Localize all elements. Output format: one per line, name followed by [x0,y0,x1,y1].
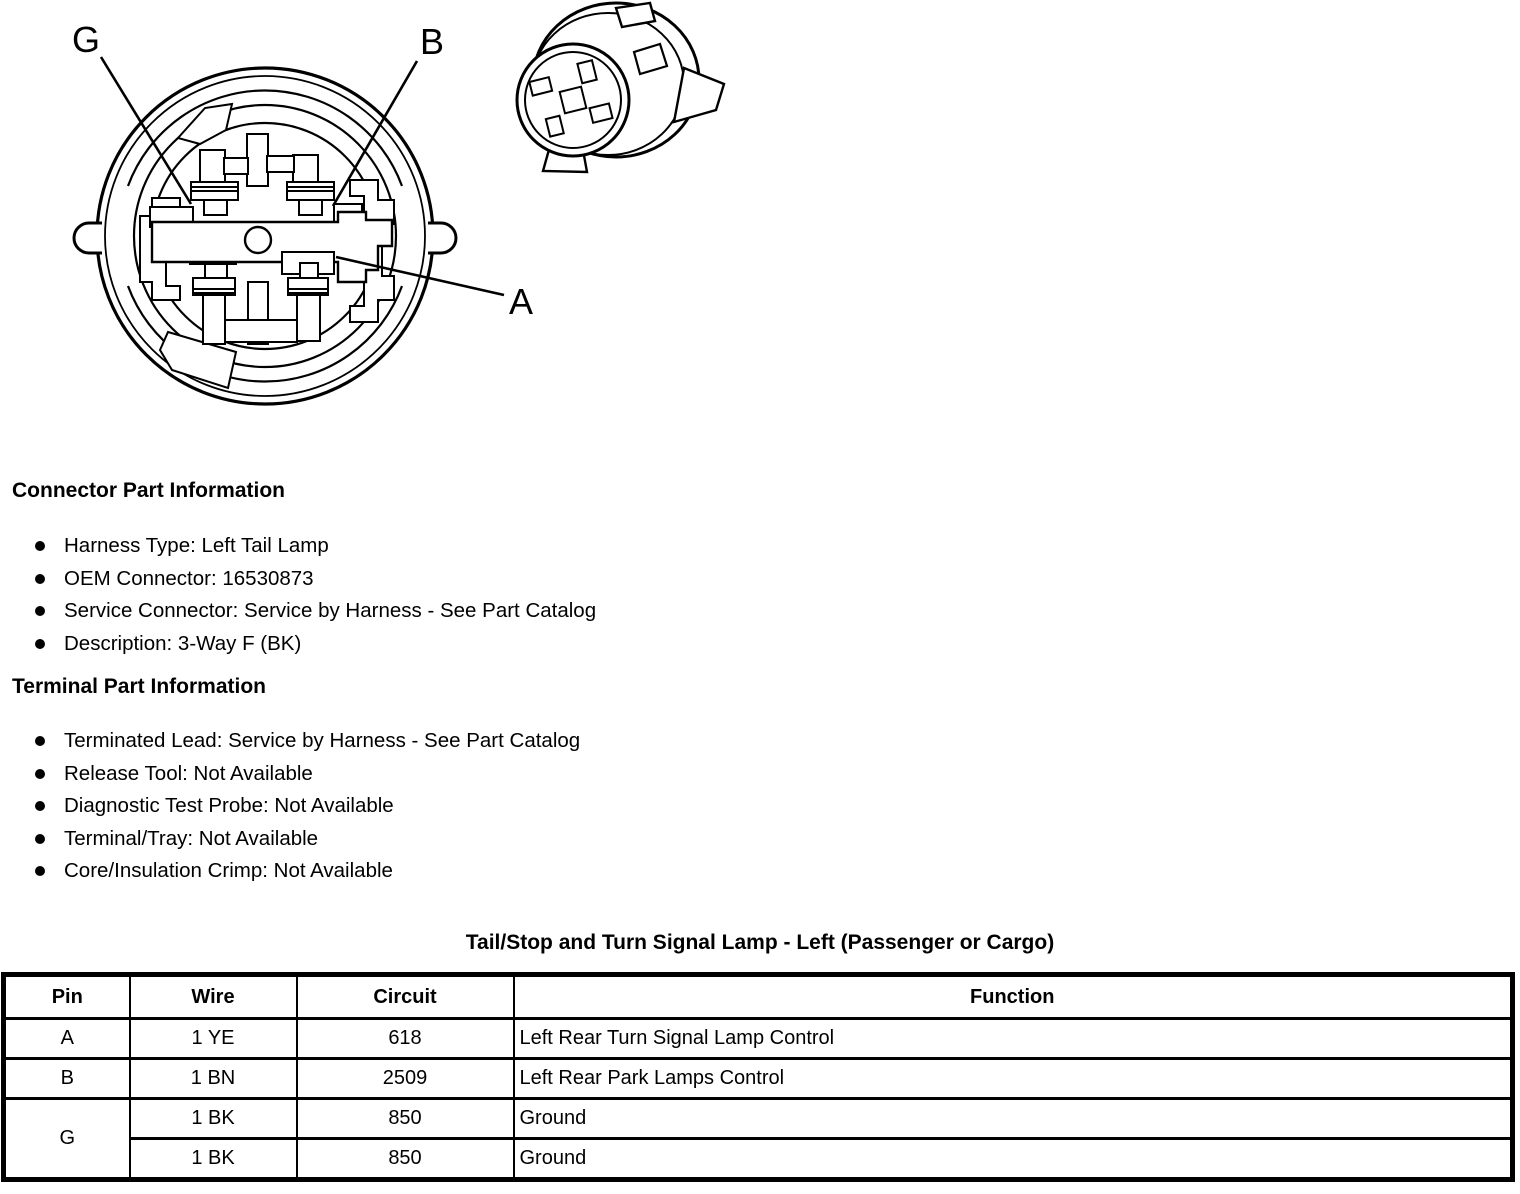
spec-item [0,535,596,557]
connector-part-information-title: Connector Part Information [12,479,286,502]
circuit-cell: 850 [297,1139,514,1180]
terminal-b [287,182,334,215]
terminal-a [282,252,334,295]
function-cell: Ground [514,1139,1513,1180]
pin-cell: B [4,1059,130,1099]
terminal-part-information-title: Terminal Part Information [12,675,266,698]
wire-cell: 1 BN [130,1059,297,1099]
connector-3d-view [488,0,743,180]
bullet-icon [35,736,45,746]
spec-text: OEM Connector: 16530873 [64,566,314,590]
terminal-part-information-list [0,730,580,893]
circuit-cell: 2509 [297,1059,514,1099]
left-ear-tab [74,223,102,253]
pin-label-b: B [420,21,445,62]
bullet-icon [35,541,45,551]
function-cell: Left Rear Park Lamps Control [514,1059,1513,1099]
spec-text: Terminated Lead: Service by Harness - See Part Catalog [64,729,581,752]
pin-label-g: G [72,19,101,60]
spec-text: Core/Insulation Crimp: Not Available [64,859,393,882]
wire-header: Wire [130,975,297,1019]
function-cell: Ground [514,1099,1513,1139]
wire-cell: 1 BK [130,1139,297,1180]
bullet-icon [35,834,45,844]
bullet-icon [35,574,45,584]
spec-text: Release Tool: Not Available [64,761,313,785]
spec-item [0,730,580,752]
bullet-icon [35,606,45,616]
pinout-table [1,972,1515,1182]
table-row-pin-g-1 [4,1099,1513,1139]
keyway [634,44,667,74]
spec-text: Terminal/Tray: Not Available [64,826,319,850]
spec-item [0,600,596,622]
table-row-pin-b [4,1059,1513,1099]
table-row-pin-g-2 [4,1139,1513,1180]
bullet-icon [35,866,45,876]
pin-cell: G [4,1099,130,1180]
circuit-cell: 618 [297,1019,514,1059]
pin-cell: A [4,1019,130,1059]
spec-item [0,568,596,590]
center-hole [245,227,271,253]
spec-text: Diagnostic Test Probe: Not Available [64,794,394,817]
pin-label-a: A [509,281,534,322]
bullet-icon [35,639,45,649]
circuit-cell: 850 [297,1099,514,1139]
right-ear-tab [428,223,456,253]
spec-item [0,828,580,850]
terminal-lower-left [193,264,235,295]
header-row [4,975,1513,1019]
spec-item [0,860,580,882]
bullet-icon [35,769,45,779]
wire-cell: 1 YE [130,1019,297,1059]
spec-text: Description: 3-Way F (BK) [64,631,302,655]
spec-text: Service Connector: Service by Harness - See Part Catalog [64,599,597,622]
index-key-top [178,104,232,144]
table-row-pin-a [4,1019,1513,1059]
pinout-table-title: Tail/Stop and Turn Signal Lamp - Left (Passenger or Cargo) [465,931,1055,954]
terminal-g [191,182,238,215]
function-cell: Left Rear Turn Signal Lamp Control [514,1019,1513,1059]
wire-cell: 1 BK [130,1099,297,1139]
spec-item [0,763,580,785]
pin-header: Pin [4,975,130,1019]
spec-text: Harness Type: Left Tail Lamp [64,534,329,557]
connector-part-information-list [0,535,596,665]
side-flange [674,68,724,122]
spec-item [0,795,580,817]
function-header: Function [514,975,1513,1019]
circuit-header: Circuit [297,975,514,1019]
bullet-icon [35,801,45,811]
spec-item [0,633,596,655]
